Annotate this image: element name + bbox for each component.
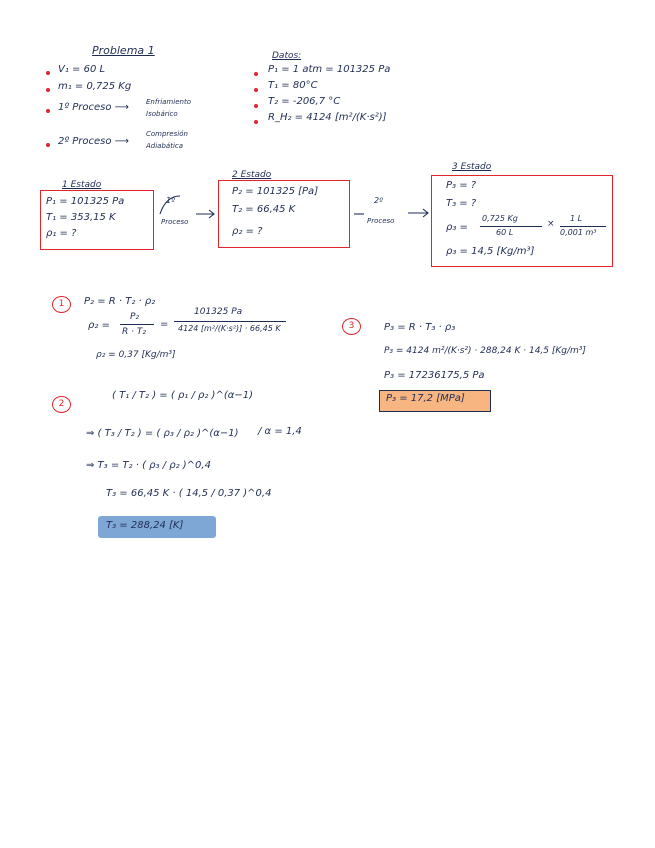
estado1-temperature: T₁ = 353,15 K (46, 212, 116, 223)
step2-result: T₃ = 288,24 [K] (106, 520, 184, 531)
fraction-line (120, 324, 154, 325)
step2-eq4: T₃ = 66,45 K · ( 14,5 / 0,37 )^0,4 (106, 488, 272, 499)
step1-result: ρ₂ = 0,37 [Kg/m³] (96, 350, 176, 360)
estado2-heading: 2 Estado (232, 170, 272, 180)
page-title: Problema 1 (92, 44, 155, 57)
arrow1-label: Proceso (161, 218, 189, 226)
estado3-heading: 3 Estado (452, 162, 492, 172)
estado3-density-result: ρ₃ = 14,5 [Kg/m³] (446, 246, 535, 257)
step2-eq1: ( T₁ / T₂ ) = ( ρ₁ / ρ₂ )^(α−1) (112, 390, 253, 401)
v1-value: V₁ = 60 L (58, 64, 106, 75)
estado1-pressure: P₁ = 101325 Pa (46, 196, 125, 207)
step3-eq2: P₃ = 4124 m²/(K·s²) · 288,24 K · 14,5 [Kg/m³] (384, 346, 586, 356)
step3-circle: 3 (342, 318, 361, 335)
step1-eq-sign: = (160, 319, 169, 330)
process2-label: 2º Proceso ⟶ (58, 136, 130, 147)
estado3-temperature: T₃ = ? (446, 198, 477, 209)
step2-eq3: ⇒ T₃ = T₂ · ( ρ₃ / ρ₂ )^0,4 (86, 460, 211, 471)
estado3-pressure: P₃ = ? (446, 180, 477, 191)
datos-t1: T₁ = 80°C (268, 80, 318, 91)
step1-frac-num: P₂ (130, 312, 140, 322)
arrow1-curve (160, 196, 180, 214)
datos-p1: P₁ = 1 atm = 101325 Pa (268, 64, 391, 75)
estado1-heading: 1 Estado (62, 180, 102, 190)
arrow2-label: 2º (374, 196, 383, 205)
process2-desc: Compresión (146, 130, 188, 138)
estado2-temperature: T₂ = 66,45 K (232, 204, 296, 215)
estado3-frac-num2: 1 L (570, 214, 583, 223)
step1-frac-den2: 4124 [m²/(K·s²)] · 66,45 K (178, 324, 281, 333)
estado3-density-label: ρ₃ = (446, 222, 468, 233)
process2-desc: Adiabática (146, 142, 184, 150)
step1-frac-num2: 101325 Pa (194, 307, 243, 317)
step1-frac-den: R · T₂ (122, 327, 146, 337)
datos-r: R_H₂ = 4124 [m²/(K·s²)] (268, 112, 387, 123)
m1-value: m₁ = 0,725 Kg (58, 81, 132, 92)
estado3-frac-num: 0,725 Kg (482, 214, 518, 223)
step3-eq3: P₃ = 17236175,5 Pa (384, 370, 485, 381)
estado2-pressure: P₂ = 101325 [Pa] (232, 186, 319, 197)
process1-desc: Isobárico (146, 110, 178, 118)
step2-circle: 2 (52, 396, 71, 413)
fraction-line (174, 321, 286, 322)
estado3-frac-den2: 0,001 m³ (560, 228, 597, 237)
step3-eq1: P₃ = R · T₃ · ρ₃ (384, 322, 456, 333)
step1-circle: 1 (52, 296, 71, 313)
arrow1-label: 1º (166, 196, 175, 205)
estado3-frac-den: 60 L (496, 228, 514, 237)
process1-desc: Enfriamiento (146, 98, 191, 106)
estado2-density: ρ₂ = ? (232, 226, 263, 237)
step1-eq1: P₂ = R · T₂ · ρ₂ (84, 296, 156, 307)
step2-alpha: / α = 1,4 (258, 426, 302, 437)
datos-heading: Datos: (272, 51, 302, 61)
process1-label: 1º Proceso ⟶ (58, 102, 130, 113)
datos-t2: T₂ = -206,7 °C (268, 96, 341, 107)
step2-eq2: ⇒ ( T₃ / T₂ ) = ( ρ₃ / ρ₂ )^(α−1) (86, 428, 239, 439)
step3-result: P₃ = 17,2 [MPa] (386, 393, 465, 404)
arrow2-label: Proceso (367, 217, 395, 225)
step1-eq2-label: ρ₂ = (88, 320, 110, 331)
multiply-sign: × (547, 219, 555, 229)
estado1-density: ρ₁ = ? (46, 228, 77, 239)
